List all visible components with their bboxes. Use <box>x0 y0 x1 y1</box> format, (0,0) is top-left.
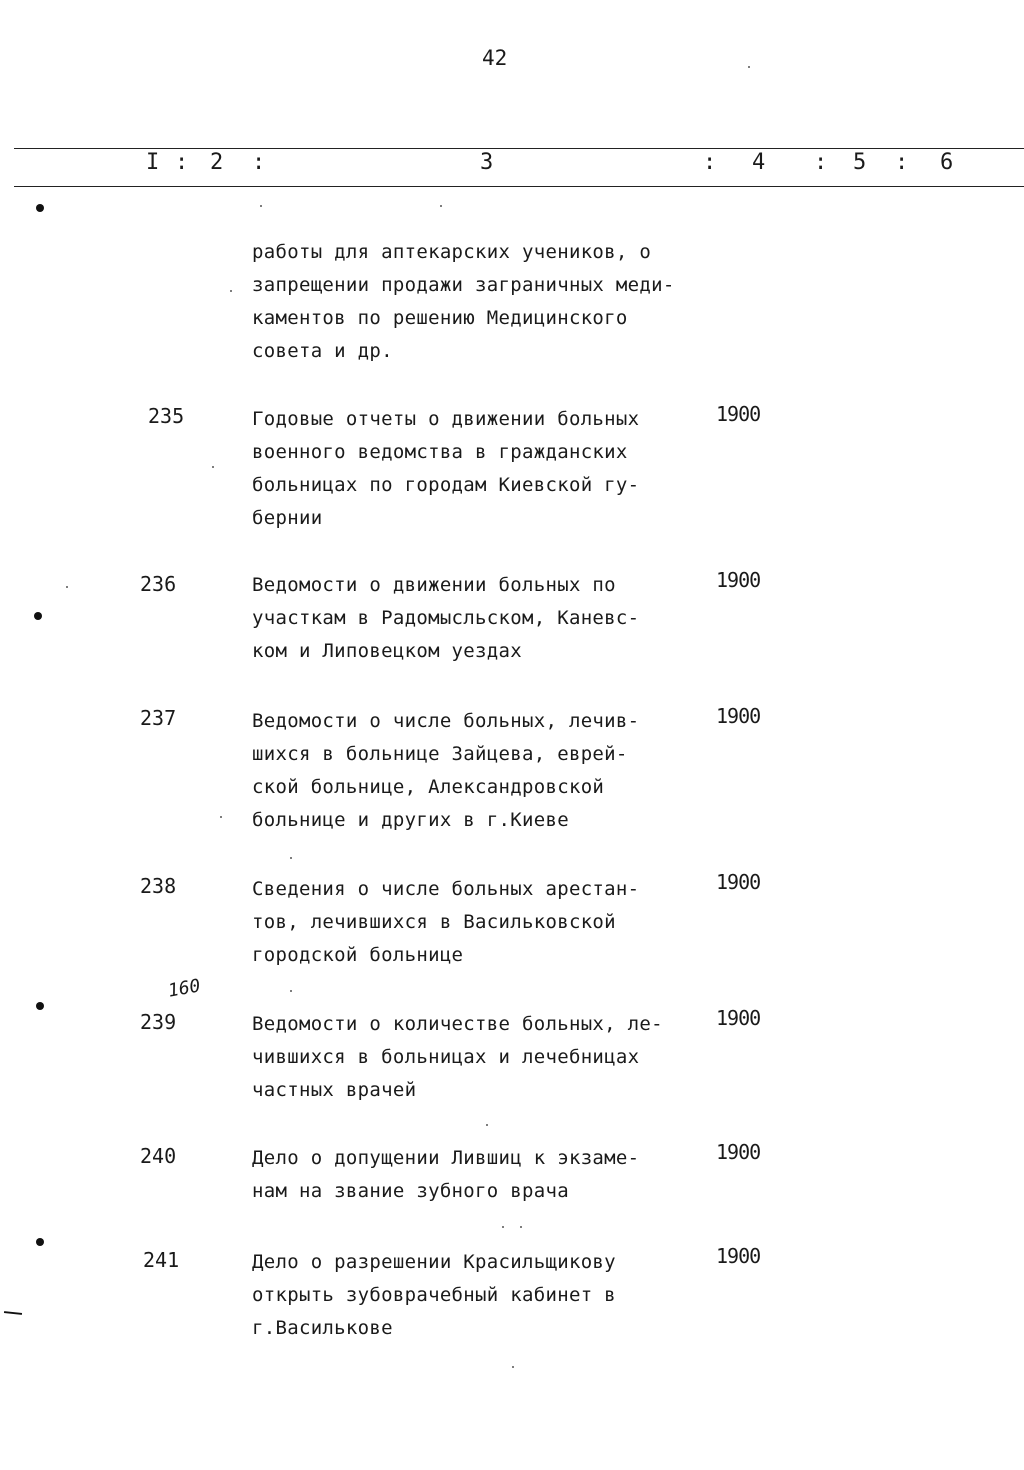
col-separator: : <box>703 150 717 175</box>
text-line: городской больнице <box>252 944 464 966</box>
col-2-label: 2 <box>210 150 224 175</box>
text-line: г.Василькове <box>252 1317 393 1339</box>
col-4-label: 4 <box>752 150 766 175</box>
entry-number: 237 <box>140 706 177 730</box>
text-line: Дело о допущении Лившиц к экзаме- <box>252 1147 640 1169</box>
scan-speck <box>220 816 222 818</box>
entry-year: 1900 <box>716 1244 761 1268</box>
binder-hole-mark <box>36 1002 44 1010</box>
text-line: открыть зубоврачебный кабинет в <box>252 1284 616 1306</box>
text-line: запрещении продажи заграничных меди- <box>252 274 675 296</box>
header-top-rule <box>14 148 1024 149</box>
col-5-label: 5 <box>853 150 867 175</box>
entry-number: 235 <box>148 404 185 428</box>
col-separator: : <box>252 150 266 175</box>
text-line: чившихся в больницах и лечебницах <box>252 1046 640 1068</box>
scan-speck <box>212 466 214 468</box>
entry-description <box>252 1008 663 1107</box>
entry-year: 1900 <box>716 402 761 426</box>
entry-description <box>252 1142 639 1208</box>
scan-speck <box>486 1124 488 1126</box>
text-line: ком и Липовецком уездах <box>252 640 522 662</box>
col-separator: : <box>175 150 189 175</box>
page-number: 42 <box>482 46 508 70</box>
scan-speck <box>502 1226 504 1228</box>
scan-mark <box>4 1311 22 1315</box>
text-line: больнице и других в г.Киеве <box>252 809 569 831</box>
text-line: Дело о разрешении Красильщикову <box>252 1251 616 1273</box>
col-3-label: 3 <box>480 150 494 175</box>
scan-speck <box>260 205 262 207</box>
col-6-label: 6 <box>940 150 954 175</box>
entry-number: 241 <box>143 1248 180 1272</box>
text-line: частных врачей <box>252 1079 417 1101</box>
entry-number: 238 <box>140 874 177 898</box>
entry-description <box>252 705 639 837</box>
col-separator: : <box>895 150 909 175</box>
scan-speck <box>512 1366 514 1368</box>
text-line: бернии <box>252 507 323 529</box>
scan-speck <box>748 66 750 68</box>
text-line: военного ведомства в гражданских <box>252 441 628 463</box>
entry-description <box>252 1246 616 1345</box>
text-line: больницах по городам Киевской гу- <box>252 474 640 496</box>
scan-speck <box>230 290 232 292</box>
entry-description <box>252 403 639 535</box>
entry-year: 1900 <box>716 870 761 894</box>
scan-speck <box>290 857 292 859</box>
entry-year: 1900 <box>716 1140 761 1164</box>
text-line: совета и др. <box>252 340 393 362</box>
scan-speck <box>440 205 442 207</box>
text-line: Ведомости о количестве больных, ле- <box>252 1013 663 1035</box>
text-line: каментов по решению Медицинского <box>252 307 628 329</box>
scan-speck <box>290 990 292 992</box>
entry-year: 1900 <box>716 568 761 592</box>
continuation-text <box>252 236 675 368</box>
entry-description <box>252 873 639 972</box>
text-line: Ведомости о движении больных по <box>252 574 616 596</box>
col-separator: : <box>814 150 828 175</box>
entry-year: 1900 <box>716 1006 761 1030</box>
text-line: работы для аптекарских учеников, о <box>252 241 652 263</box>
scan-speck <box>66 586 68 588</box>
entry-description <box>252 569 639 668</box>
binder-hole-mark <box>36 1238 44 1246</box>
col-1-label: I <box>146 150 160 175</box>
entry-number: 236 <box>140 572 177 596</box>
text-line: нам на звание зубного врача <box>252 1180 569 1202</box>
scan-speck <box>520 1226 522 1228</box>
text-line: Ведомости о числе больных, лечив- <box>252 710 640 732</box>
text-line: шихся в больнице Зайцева, еврей- <box>252 743 628 765</box>
text-line: тов, лечившихся в Васильковской <box>252 911 616 933</box>
entry-year: 1900 <box>716 704 761 728</box>
binder-hole-mark <box>34 612 42 620</box>
entry-number: 240 <box>140 1144 177 1168</box>
handwritten-folio-annotation: 160 <box>166 975 203 1002</box>
text-line: Сведения о числе больных арестан- <box>252 878 640 900</box>
text-line: ской больнице, Александровской <box>252 776 605 798</box>
binder-hole-mark <box>36 204 44 212</box>
text-line: участкам в Радомысльском, Каневс- <box>252 607 640 629</box>
entry-number: 239 <box>140 1010 177 1034</box>
header-bottom-rule <box>14 186 1024 187</box>
text-line: Годовые отчеты о движении больных <box>252 408 640 430</box>
